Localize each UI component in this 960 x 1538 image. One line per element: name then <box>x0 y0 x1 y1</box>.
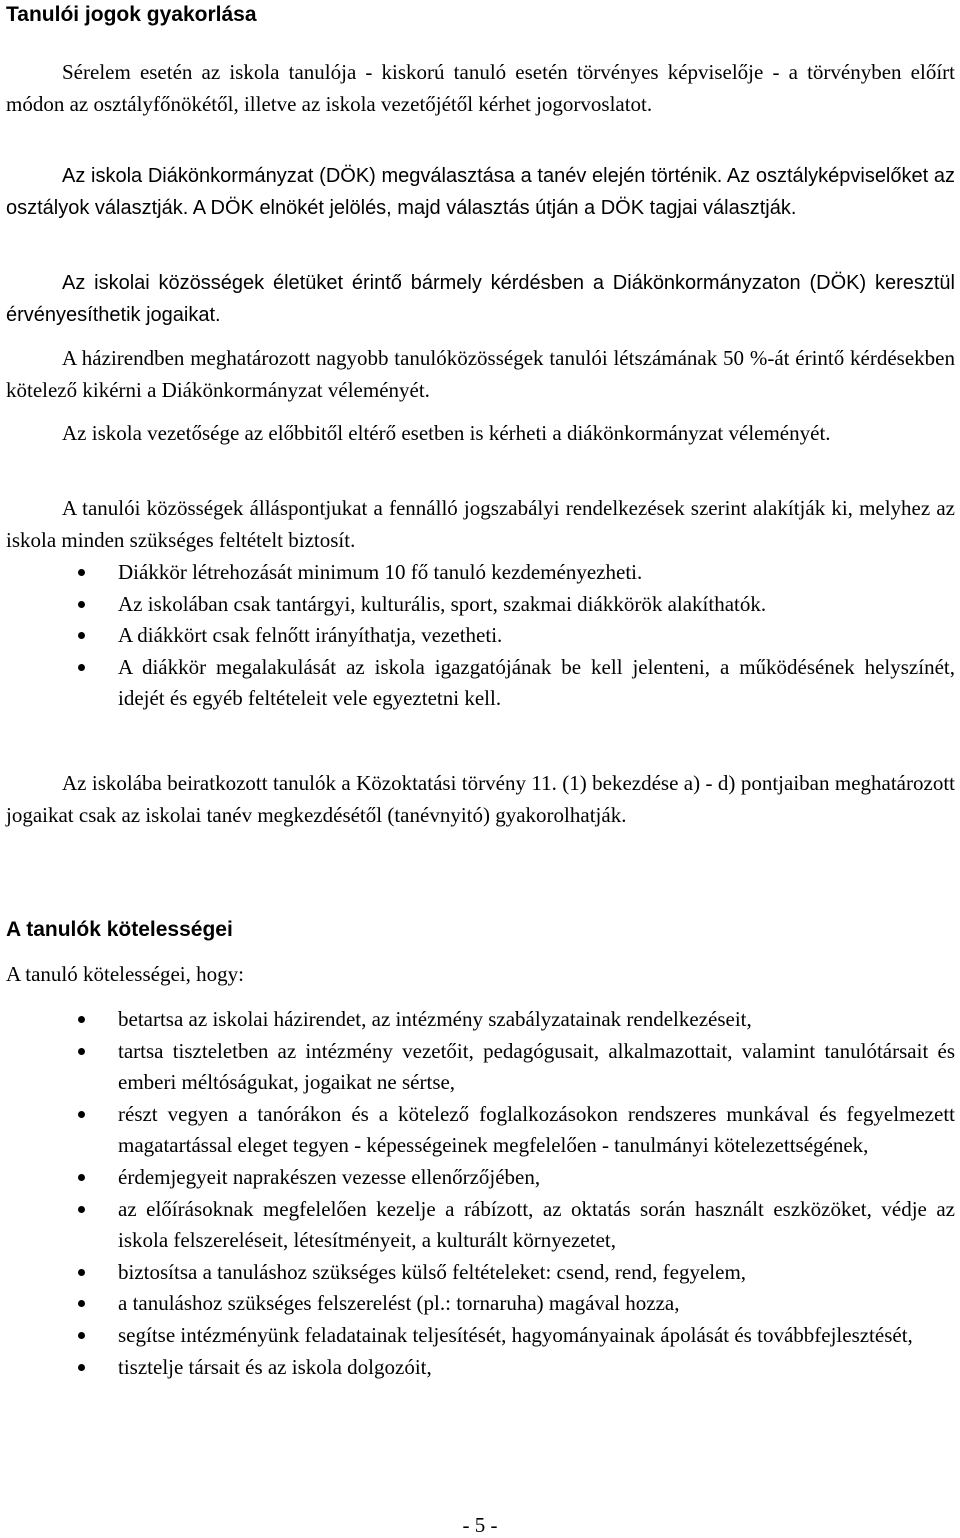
list-item: az előírásoknak megfelelően kezelje a rábízott, az oktatás során használt eszközöket, védje az iskola felszereléseit, létesítményeit, a kulturált környezetet, <box>0 1194 955 1257</box>
list-item: tisztelje társait és az iskola dolgozóit, <box>0 1352 955 1384</box>
list-item: tartsa tiszteletben az intézmény vezetőit, pedagógusait, alkalmazottait, valamint tanulótársait és emberi méltóságukat, jogaikat ne sértse, <box>0 1036 955 1099</box>
list-item: betartsa az iskolai házirendet, az intézmény szabályzatainak rendelkezéseit, <box>0 1004 955 1036</box>
duties-intro: A tanuló kötelességei, hogy: <box>6 962 244 986</box>
list-item: segítse intézményünk feladatainak teljesítését, hagyományainak ápolását és továbbfejlesztését, <box>0 1320 955 1352</box>
list-item: a tanuláshoz szükséges felszerelést (pl.: tornaruha) magával hozza, <box>0 1288 955 1320</box>
list-item: A diákkör megalakulását az iskola igazgatójának be kell jelenteni, a működésének helyszínét, idejét és egyéb feltételeit vele egyeztetni kell. <box>0 652 955 715</box>
paragraph-communities: Az iskolai közösségek életüket érintő bármely kérdésben a Diákönkormányzaton (DÖK) keresztül érvényesíthetik jogaikat. <box>6 272 955 326</box>
list-item: biztosítsa a tanuláshoz szükséges külső feltételeket: csend, rend, fegyelem, <box>0 1257 955 1289</box>
section-title-student-rights: Tanulói jogok gyakorlása <box>6 3 257 26</box>
section-title-student-duties: A tanulók kötelességei <box>6 918 233 941</box>
paragraph-positions: A tanulói közösségek álláspontjukat a fennálló jogszabályi rendelkezések szerint alakítják ki, melyhez az iskola minden szükséges feltételt biztosít. <box>6 496 955 552</box>
student-circle-list <box>0 557 955 715</box>
list-item: részt vegyen a tanórákon és a kötelező foglalkozásokon rendszeres munkával és fegyelmezett magatartással eleget tegyen - képességeinek megfelelően - tanulmányi kötelezettségének, <box>0 1099 955 1162</box>
paragraph-house-rules: A házirendben meghatározott nagyobb tanulóközösségek tanulói létszámának 50 %-át érintő kérdésekben kötelező kikérni a Diákönkormányzat véleményét. <box>6 346 955 402</box>
paragraph-remedy: Sérelem esetén az iskola tanulója - kiskorú tanuló esetén törvényes képviselője - a törvényben előírt módon az osztályfőnökétől, illetve az iskola vezetőjétől kérhet jogorvoslatot. <box>6 60 955 116</box>
paragraph-dok-election: Az iskola Diákönkormányzat (DÖK) megválasztása a tanév elején történik. Az osztályképviselőket az osztályok választják. A DÖK elnökét jelölés, majd választás útján a DÖK tagjai választják. <box>6 165 955 219</box>
list-item: Diákkör létrehozását minimum 10 fő tanuló kezdeményezheti. <box>0 557 955 589</box>
duties-list <box>0 1004 955 1383</box>
list-item: érdemjegyeit naprakészen vezesse ellenőrzőjében, <box>0 1162 955 1194</box>
page-number: - 5 - <box>462 1513 498 1537</box>
paragraph-leadership: Az iskola vezetősége az előbbitől eltérő esetben is kérheti a diákönkormányzat véleményét. <box>62 421 831 445</box>
list-item: Az iskolában csak tantárgyi, kulturális, sport, szakmai diákkörök alakíthatók. <box>0 589 955 621</box>
list-item: A diákkört csak felnőtt irányíthatja, vezetheti. <box>0 620 955 652</box>
paragraph-enrolled-rights: Az iskolába beiratkozott tanulók a Közoktatási törvény 11. (1) bekezdése a) - d) pontjaiban meghatározott jogaikat csak az iskolai tanév megkezdésétől (tanévnyitó) gyakorolhatják. <box>6 771 955 827</box>
